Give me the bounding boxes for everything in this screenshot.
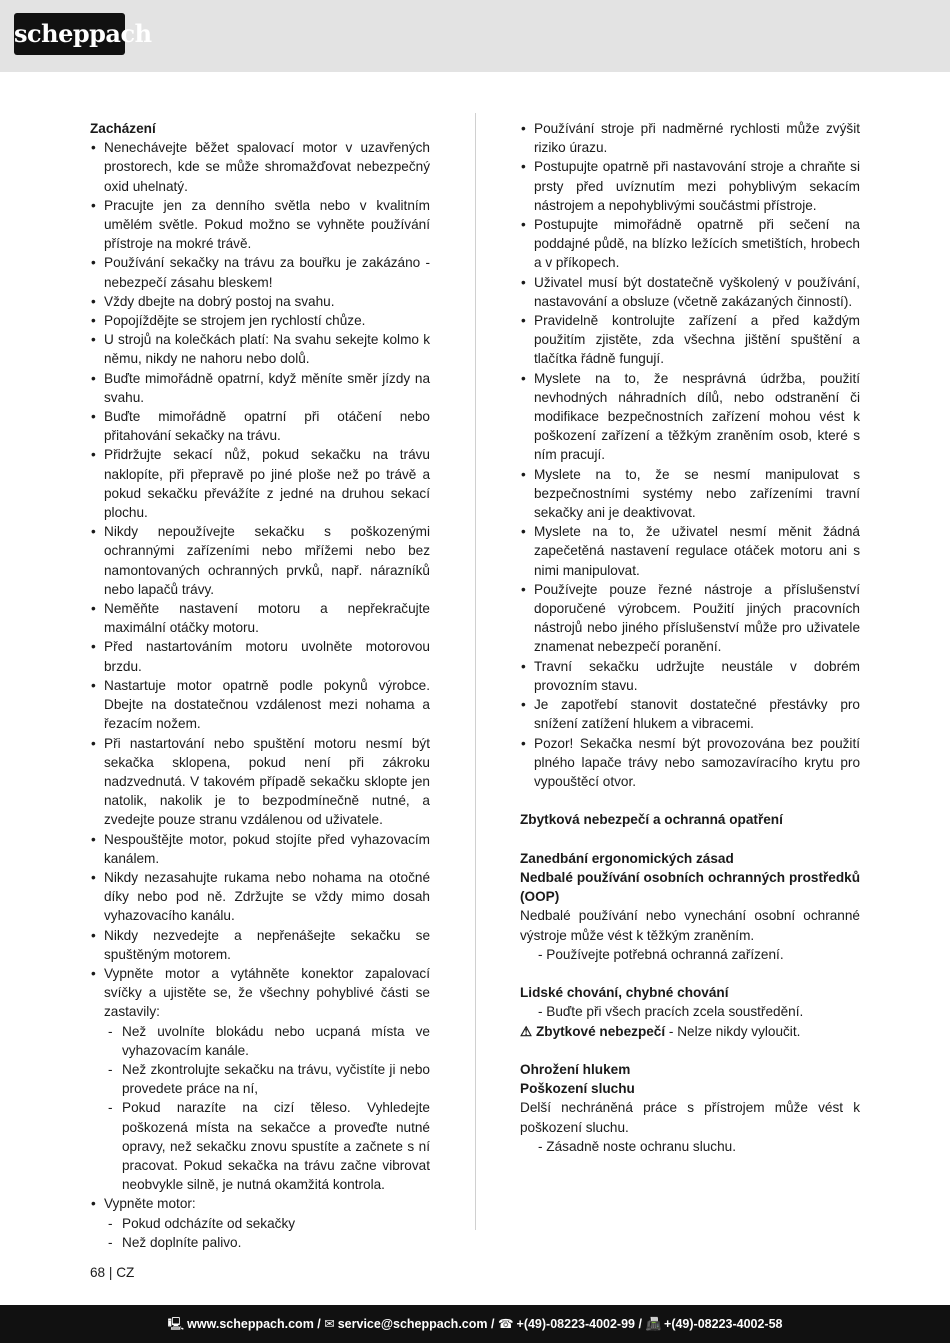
list-item: • Nespouštějte motor, pokud stojíte před vyhazovacím kanálem.: [90, 830, 430, 868]
list-item: • Je zapotřebí stanovit dostatečné přestávky pro snížení zatížení hlukem a vibracemi.: [520, 695, 860, 733]
list-item: • Nenechávejte běžet spalovací motor v uzavřených prostorech, kde se může shromažďovat nebezpečný oxid uhelnatý.: [90, 138, 430, 196]
list-item: • Pravidelně kontrolujte zařízení a před každým použitím zjistěte, zda všechna jištění spuštění a tlačítka řádně fungují.: [520, 311, 860, 369]
list-item: • Vypněte motor:: [90, 1194, 430, 1213]
list-item: • Myslete na to, že nesprávná údržba, použití nevhodných náhradních dílů, nebo odstranění či modifikace bezpečnostních zařízení mohou vést k poškození zařízení a těžkým zraněním osob, které s ním pracují.: [520, 369, 860, 465]
list-item: • Používejte pouze řezné nástroje a příslušenství doporučené výrobcem. Použití jiných pracovních nástrojů nebo jiného příslušenství může pro uživatele znamenat nebezpečí poranění.: [520, 580, 860, 657]
list-item: • Buďte mimořádně opatrní při otáčení nebo přitahování sekačky na trávu.: [90, 407, 430, 445]
list-item: • Postupujte mimořádně opatrně při sečení na poddajné půdě, na blízko ležících smetištích, hrobech a v příkopech.: [520, 215, 860, 273]
list-item: • Buďte mimořádně opatrní, když měníte směr jízdy na svahu.: [90, 369, 430, 407]
list-item: • Pozor! Sekačka nesmí být provozována bez použití plného lapače trávy nebo samozavíracího krytu pro vypouštěcí otvor.: [520, 734, 860, 792]
footer-email[interactable]: service@scheppach.com /: [337, 1317, 495, 1331]
list-item: • Nastartuje motor opatrně podle pokynů výrobce. Dbejte na dostatečnou vzdálenost mezi nohama a řezacím nožem.: [90, 676, 430, 734]
residual-risk-line: [520, 1022, 860, 1041]
list-item: • Před nastartováním motoru uvolněte motorovou brzdu.: [90, 637, 430, 675]
phone-icon: ☎: [497, 1317, 514, 1331]
sub-list-item: - Než doplníte palivo.: [90, 1233, 430, 1252]
list-item: • Přidržujte sekací nůž, pokud sekačku na trávu naklopíte, při přepravě po jiné ploše než po trávě a pokud sekačku převážíte z jedné na druhou sekací plochu.: [90, 445, 430, 522]
list-item: • Myslete na to, že uživatel nesmí měnit žádná zapečetěná nastavení regulace otáček motoru ani s nimi manipulovat.: [520, 522, 860, 580]
sub-list-item: - Pokud odcházíte od sekačky: [90, 1214, 430, 1233]
sub-list-item: - Pokud narazíte na cizí těleso. Vyhledejte poškozená místa na sekačce a proveďte nutné opravy, než sekačku znovu spustíte a začnete s ní pracovat. Pokud sekačka na trávu začne vibrovat neobvykle silně, je nutná okamžitá kontrola.: [90, 1098, 430, 1194]
list-item: • Nikdy nezvedejte a nepřenášejte sekačku se spuštěným motorem.: [90, 926, 430, 964]
list-item: • Popojíždějte se strojem jen rychlostí chůze.: [90, 311, 430, 330]
ppe-text: Nedbalé používání nebo vynechání osobní ochranné výstroje může vést k těžkým zraněním.: [520, 908, 860, 943]
list-item: • Travní sekačku udržujte neustále v dobrém provozním stavu.: [520, 657, 860, 695]
scheppach-logo: scheppach: [14, 13, 125, 55]
list-item: • Používání stroje při nadměrné rychlosti může zvýšit riziko úrazu.: [520, 119, 860, 157]
safety-list: [520, 119, 860, 791]
fax-icon: 📠: [645, 1317, 662, 1331]
ppe-heading: Nedbalé používání osobních ochranných prostředků (OOP): [520, 869, 860, 905]
handling-list: [90, 138, 430, 1252]
column-divider: [475, 113, 476, 1230]
computer-icon: 🖳: [167, 1317, 185, 1331]
header-band: [0, 0, 950, 72]
hearing-damage-heading: Poškození sluchu: [520, 1081, 635, 1097]
footer-bar: [0, 1305, 950, 1343]
section-heading-handling: Zacházení: [90, 121, 156, 136]
list-item: • Pracujte jen za denního světla nebo v kvalitním umělém světle. Pokud možno se vyhněte používání přístroje na mokré trávě.: [90, 196, 430, 254]
list-item: • Nikdy nezasahujte rukama nebo nohama na otočné díky nebo pod ně. Zdržujte se vždy mimo dosah vyhazovacího kanálu.: [90, 868, 430, 926]
list-item: • U strojů na kolečkách platí: Na svahu sekejte kolmo k němu, nikdy ne nahoru nebo dolů.: [90, 330, 430, 368]
hearing-text: Delší nechráněná práce s přístrojem může vést k poškození sluchu.: [520, 1100, 860, 1135]
list-item: • Myslete na to, že se nesmí manipulovat s bezpečnostními systémy nebo zařízeními travní sekačky ani je deaktivovat.: [520, 465, 860, 523]
residual-risk-text: - Nelze nikdy vyloučit.: [665, 1023, 801, 1039]
footer-fax: +(49)-08223-4002-58: [664, 1317, 783, 1331]
human-behaviour-heading: Lidské chování, chybné chování: [520, 985, 729, 1001]
sub-list-item: - Než uvolníte blokádu nebo ucpaná místa ve vyhazovacím kanále.: [90, 1022, 430, 1060]
ppe-action: - Používejte potřebná ochranná zařízení.: [538, 946, 784, 962]
list-item: • Neměňte nastavení motoru a nepřekračujte maximální otáčky motoru.: [90, 599, 430, 637]
noise-heading: Ohrožení hlukem: [520, 1061, 631, 1077]
sub-list-item: - Než zkontrolujte sekačku na trávu, vyčistíte ji nebo provedete práce na ní,: [90, 1060, 430, 1098]
hearing-action: - Zásadně noste ochranu sluchu.: [538, 1138, 736, 1154]
human-behaviour-action: - Buďte při všech pracích zcela soustředění.: [538, 1004, 804, 1020]
right-column: [520, 119, 860, 1156]
page-number: 68 | CZ: [90, 1265, 135, 1280]
list-item: • Vždy dbejte na dobrý postoj na svahu.: [90, 292, 430, 311]
residual-risks-heading: Zbytková nebezpečí a ochranná opatření: [520, 812, 783, 828]
list-item: • Používání sekačky na trávu za bouřku je zakázáno - nebezpečí zásahu bleskem!: [90, 253, 430, 291]
footer-phone: +(49)-08223-4002-99 /: [516, 1317, 642, 1331]
list-item: • Postupujte opatrně při nastavování stroje a chraňte si prsty před uvíznutím mezi pohyblivým sekacím nástrojem a nepohyblivými součástmi přístroje.: [520, 157, 860, 215]
residual-risk-label: ⚠ Zbytkové nebezpečí: [520, 1023, 666, 1039]
list-item: • Uživatel musí být dostatečně vyškolený v používání, nastavování a obsluze (včetně zakázaných činností).: [520, 273, 860, 311]
left-column: [90, 119, 430, 1252]
ergonomics-heading: Zanedbání ergonomických zásad: [520, 850, 734, 866]
email-icon: ✉: [324, 1317, 335, 1331]
footer-web[interactable]: www.scheppach.com /: [187, 1317, 321, 1331]
list-item: • Při nastartování nebo spuštění motoru nesmí být sekačka sklopena, pokud není při zákroku nadzvednutá. V takovém případě sekačku sklopte jen natolik, nakolik je to bezpodmínečně nutné, a zvedejte pouze stranu vzdálenou od uživatele.: [90, 734, 430, 830]
list-item: • Nikdy nepoužívejte sekačku s poškozenými ochrannými zařízeními nebo mřížemi nebo bez namontovaných ochranných prvků, např. nárazníků nebo lapačů trávy.: [90, 522, 430, 599]
list-item: • Vypněte motor a vytáhněte konektor zapalovací svíčky a ujistěte se, že všechny pohyblivé části se zastavily:: [90, 964, 430, 1022]
